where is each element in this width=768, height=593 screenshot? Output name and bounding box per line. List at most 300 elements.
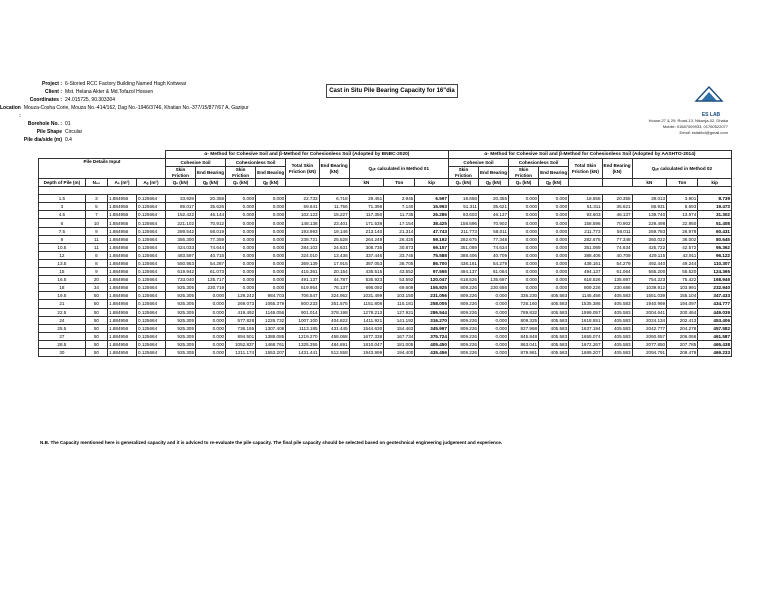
- table-cell: 809.226: [448, 316, 478, 324]
- table-cell: 337.446: [349, 251, 384, 259]
- table-cell: 7.5: [39, 227, 86, 235]
- table-cell: 35.621: [602, 203, 632, 211]
- table-cell: 20.355: [602, 195, 632, 203]
- table-cell: 845.848: [509, 332, 539, 340]
- table-cell: 0.000: [256, 251, 286, 259]
- table-cell: 1.884956: [108, 276, 137, 284]
- table-cell: 733.040: [165, 276, 195, 284]
- table-cell: 18.658: [448, 195, 478, 203]
- table-cell: 809.226: [448, 284, 478, 292]
- table-cell: 0.000: [539, 195, 569, 203]
- table-cell: 171.539: [349, 219, 384, 227]
- table-cell: 453.406: [698, 316, 732, 324]
- table-row: [39, 300, 732, 308]
- table-cell: 93.603: [569, 211, 602, 219]
- table-cell: 75.588: [415, 251, 449, 259]
- table-cell: 40.709: [602, 251, 632, 259]
- table-cell: 458.068: [319, 332, 349, 340]
- table-cell: 1655.074: [569, 332, 602, 340]
- table-row: [39, 195, 732, 203]
- table-cell: 155.104: [667, 292, 698, 300]
- coordinates-value: 24.015725, 90.303304: [65, 97, 116, 103]
- table-cell: 425.722: [632, 243, 667, 251]
- table-cell: 59.641: [286, 203, 319, 211]
- m1-skin-friction-header-2: Skin Friction: [226, 167, 256, 179]
- table-cell: 405.583: [602, 300, 632, 308]
- table-cell: 77.359: [196, 235, 226, 243]
- table-cell: 5: [85, 203, 107, 211]
- table-row: [39, 292, 732, 300]
- table-cell: 901.014: [286, 308, 319, 316]
- table-row: [39, 235, 732, 243]
- table-cell: 141.192: [384, 316, 415, 324]
- m2-kn-header: kN: [632, 179, 667, 187]
- table-cell: 26.425: [384, 235, 415, 243]
- table-cell: 438.161: [448, 259, 478, 267]
- table-cell: 0.000: [478, 324, 508, 332]
- table-cell: 550.953: [165, 259, 195, 267]
- table-cell: 0.000: [509, 243, 539, 251]
- table-cell: 0.000: [226, 259, 256, 267]
- table-cell: 77.348: [478, 235, 508, 243]
- table-cell: 1.884956: [108, 332, 137, 340]
- table-row: [39, 203, 732, 211]
- table-cell: 230.719: [196, 284, 226, 292]
- coordinates-label: Coordinates :: [29, 97, 62, 103]
- table-cell: 55.520: [667, 268, 698, 276]
- table-cell: 1689.207: [569, 348, 602, 356]
- table-cell: 457.582: [698, 324, 732, 332]
- table-cell: 7.140: [384, 203, 415, 211]
- table-cell: 50: [85, 300, 107, 308]
- table-cell: 51.408: [698, 219, 732, 227]
- table-cell: 9: [39, 235, 86, 243]
- table-cell: 1219.270: [286, 332, 319, 340]
- table-cell: 59.192: [415, 235, 449, 243]
- m2-ton-header: Ton: [667, 179, 698, 187]
- table-cell: 53.592: [384, 276, 415, 284]
- table-cell: 1544.630: [349, 324, 384, 332]
- table-cell: 34: [85, 284, 107, 292]
- table-cell: 35.626: [196, 203, 226, 211]
- table-cell: 351.089: [569, 243, 602, 251]
- table-cell: 76.137: [319, 284, 349, 292]
- table-cell: 0.000: [226, 235, 256, 243]
- table-cell: 25.528: [319, 235, 349, 243]
- table-cell: 356.300: [165, 235, 195, 243]
- table-cell: 6: [39, 219, 86, 227]
- table-cell: 879.981: [509, 348, 539, 356]
- table-cell: 0.125664: [136, 276, 165, 284]
- table-cell: 1279.213: [349, 308, 384, 316]
- table-cell: 207.785: [667, 340, 698, 348]
- table-cell: 2.945: [384, 195, 415, 203]
- location-value: Mouza-Cosha Corie, Mouza No.-414/162, Dag No.-1946/3746, Khatian No.-377/15/877/67 A, Gazipur: [23, 105, 249, 111]
- table-cell: 696.092: [349, 284, 384, 292]
- table-cell: 129.242: [226, 292, 256, 300]
- table-cell: 0.125664: [136, 243, 165, 251]
- table-cell: 35.621: [478, 203, 508, 211]
- table-cell: 925.305: [165, 324, 195, 332]
- table-cell: 494.137: [569, 268, 602, 276]
- table-cell: 0.000: [196, 324, 226, 332]
- table-cell: 1943.999: [349, 348, 384, 356]
- table-cell: 69.609: [384, 284, 415, 292]
- m1-qult-header: Qᵤₗₜ calculated in Method 01: [349, 159, 448, 179]
- table-cell: 1.884956: [108, 268, 137, 276]
- table-cell: 8.693: [667, 203, 698, 211]
- table-cell: 3: [39, 203, 86, 211]
- table-cell: 469.233: [698, 348, 732, 356]
- table-cell: 15.993: [415, 203, 449, 211]
- table-cell: 809.226: [448, 340, 478, 348]
- table-cell: 43.552: [384, 268, 415, 276]
- table-row: [39, 348, 732, 356]
- table-cell: 0.125664: [136, 235, 165, 243]
- table-cell: 492.440: [632, 259, 667, 267]
- pile-input-header: Pile Details Input: [39, 159, 166, 179]
- m2-qult-header: Qᵤₗₜ calculated in Method 02: [632, 159, 731, 179]
- table-cell: 0.000: [256, 243, 286, 251]
- table-cell: 211.773: [569, 227, 602, 235]
- table-cell: 46.144: [196, 211, 226, 219]
- table-cell: 24.631: [319, 243, 349, 251]
- table-cell: 80.645: [698, 235, 732, 243]
- table-cell: 405.583: [602, 324, 632, 332]
- table-cell: 2060.657: [632, 332, 667, 340]
- table-row: [39, 324, 732, 332]
- table-cell: 21: [39, 300, 86, 308]
- table-cell: 1.884956: [108, 316, 137, 324]
- m2-end-bearing-header: End Bearing (kN): [602, 159, 632, 179]
- table-cell: 194.400: [384, 348, 415, 356]
- table-cell: 387.053: [349, 259, 384, 267]
- table-cell: 336.230: [509, 292, 539, 300]
- table-cell: 1039.912: [632, 284, 667, 292]
- pile-table-body: [39, 195, 732, 357]
- table-cell: 1940.969: [632, 300, 667, 308]
- table-cell: 438.161: [569, 259, 602, 267]
- table-cell: 0.000: [226, 211, 256, 219]
- table-cell: 230.686: [478, 284, 508, 292]
- table-cell: 405.583: [602, 292, 632, 300]
- table-cell: 1677.338: [349, 332, 384, 340]
- table-cell: 726.160: [509, 300, 539, 308]
- table-cell: 0.000: [226, 251, 256, 259]
- table-cell: 1.884956: [108, 219, 137, 227]
- table-cell: 618.526: [569, 276, 602, 284]
- m2-skin-friction-header: Skin Friction: [448, 167, 478, 179]
- table-cell: 75.422: [667, 276, 698, 284]
- table-cell: 51.311: [448, 203, 478, 211]
- table-cell: 1.884956: [108, 259, 137, 267]
- table-cell: 0.000: [226, 203, 256, 211]
- table-cell: 168.946: [698, 276, 732, 284]
- table-cell: 0.000: [256, 211, 286, 219]
- pile-shape-value: Circular: [65, 129, 83, 135]
- table-cell: 20.358: [196, 195, 226, 203]
- table-row: [39, 259, 732, 267]
- table-cell: 0.125664: [136, 259, 165, 267]
- m2-total-skin-header: Total Skin Friction (kN): [569, 159, 602, 179]
- table-cell: 22.733: [286, 195, 319, 203]
- table-cell: 258.005: [415, 300, 449, 308]
- table-cell: 103.991: [667, 284, 698, 292]
- table-cell: 809.226: [569, 284, 602, 292]
- table-cell: 89.017: [165, 203, 195, 211]
- m2-qs-cohesionless-header: Qₛ (kN): [509, 179, 539, 187]
- table-cell: 0.000: [539, 211, 569, 219]
- m1-kn-header: kN: [349, 179, 384, 187]
- table-cell: 404.822: [319, 316, 349, 324]
- table-cell: 0.000: [256, 235, 286, 243]
- table-cell: 405.583: [539, 348, 569, 356]
- table-cell: 925.305: [165, 332, 195, 340]
- table-cell: 1226.732: [256, 316, 286, 324]
- m1-kip-header: kip: [415, 179, 449, 187]
- table-cell: 19.5: [39, 292, 86, 300]
- table-cell: 1.884956: [108, 251, 137, 259]
- table-cell: 1.884956: [108, 227, 137, 235]
- table-cell: 194.097: [667, 300, 698, 308]
- table-cell: 483.597: [165, 251, 195, 259]
- table-cell: 38.705: [384, 259, 415, 267]
- table-cell: 0.125664: [136, 300, 165, 308]
- table-cell: 0.000: [539, 284, 569, 292]
- table-cell: 0.000: [509, 268, 539, 276]
- table-cell: 50: [85, 308, 107, 316]
- table-cell: 555.200: [632, 268, 667, 276]
- table-cell: 74.634: [478, 243, 508, 251]
- table-cell: 1065.379: [256, 300, 286, 308]
- m2-end-bearing-sub-2: End Bearing: [539, 167, 569, 179]
- table-cell: 1007.100: [286, 316, 319, 324]
- table-cell: 894.501: [226, 332, 256, 340]
- table-cell: 18.658: [569, 195, 602, 203]
- table-cell: 0.000: [539, 251, 569, 259]
- table-cell: 1599.057: [569, 308, 602, 316]
- table-cell: 1211.174: [226, 348, 256, 356]
- table-cell: 17.154: [384, 219, 415, 227]
- table-cell: 127.921: [384, 308, 415, 316]
- table-cell: 360.022: [632, 235, 667, 243]
- table-cell: 60.431: [698, 227, 732, 235]
- table-cell: 0.000: [478, 340, 508, 348]
- table-cell: 22.950: [667, 219, 698, 227]
- table-cell: 0.000: [509, 251, 539, 259]
- table-cell: 0.125664: [136, 292, 165, 300]
- table-cell: 0.000: [196, 300, 226, 308]
- m1-total-skin-header: Total Skin Friction (kN): [286, 159, 319, 179]
- m2-cohesionless-header: Cohesionless Soil: [509, 159, 569, 167]
- table-cell: 388.406: [448, 251, 478, 259]
- table-cell: 286.544: [415, 308, 449, 316]
- table-cell: 0.000: [226, 276, 256, 284]
- table-cell: 0.000: [509, 195, 539, 203]
- table-cell: 102.123: [286, 211, 319, 219]
- table-cell: 378.198: [319, 308, 349, 316]
- table-cell: 71.398: [349, 203, 384, 211]
- table-row: [39, 211, 732, 219]
- table-cell: 282.675: [569, 235, 602, 243]
- table-cell: 461.587: [698, 332, 732, 340]
- table-cell: 789.832: [509, 308, 539, 316]
- table-cell: 193.993: [286, 227, 319, 235]
- table-cell: 424.033: [165, 243, 195, 251]
- table-cell: 202.413: [667, 316, 698, 324]
- m1-qb-cohesive-header: Qᵦ (kN): [196, 179, 226, 187]
- table-cell: 1.884956: [108, 211, 137, 219]
- table-cell: 405.583: [602, 340, 632, 348]
- table-cell: 158.596: [448, 219, 478, 227]
- table-cell: 46.137: [602, 211, 632, 219]
- method1-header: α- Method for Cohesive Soil and β-Method for Cohesionless Soil (Adopted by BNBC-2020): [165, 151, 448, 159]
- table-cell: 0.000: [509, 235, 539, 243]
- table-cell: 0.000: [539, 227, 569, 235]
- table-cell: 231.056: [415, 292, 449, 300]
- table-cell: 40.709: [478, 251, 508, 259]
- table-cell: 12: [39, 251, 86, 259]
- project-label: Project :: [41, 81, 62, 87]
- table-cell: 54.287: [196, 259, 226, 267]
- m1-end-bearing-sub: End Bearing: [196, 167, 226, 179]
- location-label: Location :: [0, 105, 21, 119]
- table-cell: 200.464: [667, 308, 698, 316]
- table-cell: 58.011: [602, 227, 632, 235]
- ab-header: Aᵦ (m²): [136, 179, 165, 187]
- table-cell: 17.915: [319, 259, 349, 267]
- table-cell: 135.697: [478, 276, 508, 284]
- table-cell: 8.739: [698, 195, 732, 203]
- table-cell: 1.884956: [108, 235, 137, 243]
- table-cell: 115.181: [384, 300, 415, 308]
- table-cell: 230.686: [602, 284, 632, 292]
- table-cell: 11.735: [384, 211, 415, 219]
- table-cell: 135.697: [602, 276, 632, 284]
- table-row: [39, 243, 732, 251]
- table-row: [39, 332, 732, 340]
- table-cell: 0.000: [509, 227, 539, 235]
- table-cell: 0.000: [196, 292, 226, 300]
- table-cell: 0.000: [539, 276, 569, 284]
- table-cell: 95.362: [698, 243, 732, 251]
- table-cell: 1151.808: [349, 300, 384, 308]
- table-cell: 0.125664: [136, 340, 165, 348]
- table-cell: 0.000: [226, 243, 256, 251]
- pile-dia-value: 0.4: [65, 137, 72, 143]
- table-cell: 809.325: [509, 316, 539, 324]
- table-cell: 431.445: [319, 324, 349, 332]
- table-cell: 70.912: [196, 219, 226, 227]
- table-cell: 0.000: [226, 284, 256, 292]
- pile-capacity-table: [38, 150, 732, 357]
- table-cell: 61.064: [602, 268, 632, 276]
- table-cell: 827.968: [509, 324, 539, 332]
- table-cell: 618.526: [448, 276, 478, 284]
- table-cell: 96.122: [698, 251, 732, 259]
- table-cell: 1307.408: [256, 324, 286, 332]
- table-cell: 1.884956: [108, 243, 137, 251]
- table-cell: 28.5: [39, 340, 86, 348]
- table-cell: 491.137: [286, 276, 319, 284]
- table-row: [39, 276, 732, 284]
- table-cell: 484.691: [319, 340, 349, 348]
- table-cell: 345.997: [415, 324, 449, 332]
- table-cell: 405.583: [539, 292, 569, 300]
- table-cell: 736.165: [226, 324, 256, 332]
- table-cell: 6: [85, 251, 107, 259]
- table-cell: 619.954: [286, 284, 319, 292]
- table-cell: 0.125664: [136, 316, 165, 324]
- table-cell: 44.787: [319, 276, 349, 284]
- table-cell: 97.555: [415, 268, 449, 276]
- table-cell: 0.000: [509, 211, 539, 219]
- project-info: [0, 80, 249, 144]
- table-cell: 405.583: [539, 300, 569, 308]
- table-cell: 0.125664: [136, 251, 165, 259]
- project-value: 6-Storied RCC Factory Building Named Hagh Knitwear: [65, 81, 187, 87]
- m2-skin-friction-header-2: Skin Friction: [509, 167, 539, 179]
- table-cell: 577.828: [226, 316, 256, 324]
- table-cell: 47.743: [415, 227, 449, 235]
- table-cell: 494.137: [448, 268, 478, 276]
- table-cell: 1145.456: [569, 292, 602, 300]
- table-cell: 0.000: [256, 276, 286, 284]
- table-cell: 49.244: [667, 259, 698, 267]
- table-cell: 15: [39, 268, 86, 276]
- table-cell: 925.305: [165, 340, 195, 348]
- table-cell: 0.000: [539, 235, 569, 243]
- table-cell: 9: [85, 268, 107, 276]
- m1-qb-cohesionless-header: Qᵦ (kN): [256, 179, 286, 187]
- table-cell: 1325.355: [286, 340, 319, 348]
- pile-dia-label: Pile dia/side (m): [23, 137, 62, 143]
- table-cell: 1.884956: [108, 203, 137, 211]
- table-cell: 434.777: [698, 300, 732, 308]
- table-cell: 1.884956: [108, 348, 137, 356]
- table-cell: 809.226: [448, 300, 478, 308]
- table-cell: 706.547: [286, 292, 319, 300]
- table-cell: 110.307: [698, 259, 732, 267]
- table-cell: 135.717: [196, 276, 226, 284]
- table-cell: 33.929: [165, 195, 195, 203]
- table-cell: 1.884956: [108, 284, 137, 292]
- table-cell: 0.125664: [136, 268, 165, 276]
- table-cell: 13.5: [39, 259, 86, 267]
- table-cell: 405.583: [539, 340, 569, 348]
- table-cell: 0.000: [539, 219, 569, 227]
- table-cell: 0.000: [256, 203, 286, 211]
- table-row: [39, 340, 732, 348]
- table-cell: 204.278: [667, 324, 698, 332]
- table-cell: 324.952: [319, 292, 349, 300]
- table-cell: 1031.499: [349, 292, 384, 300]
- pile-shape-label: Pile Shape: [36, 129, 62, 135]
- table-cell: 16.5: [39, 276, 86, 284]
- table-cell: 1618.551: [569, 316, 602, 324]
- m2-end-bearing-sub: End Bearing: [478, 167, 508, 179]
- table-cell: 120.047: [415, 276, 449, 284]
- table-cell: 10.5: [39, 243, 86, 251]
- table-cell: 38.425: [415, 219, 449, 227]
- table-cell: 449.039: [698, 308, 732, 316]
- table-row: [39, 219, 732, 227]
- table-cell: 22.5: [39, 308, 86, 316]
- report-title: Cast in Situ Pile Bearing Capacity for 16"dia: [326, 84, 458, 98]
- table-cell: 42.911: [667, 251, 698, 259]
- table-row: [39, 251, 732, 259]
- m1-skin-friction-header: Skin Friction: [165, 167, 195, 179]
